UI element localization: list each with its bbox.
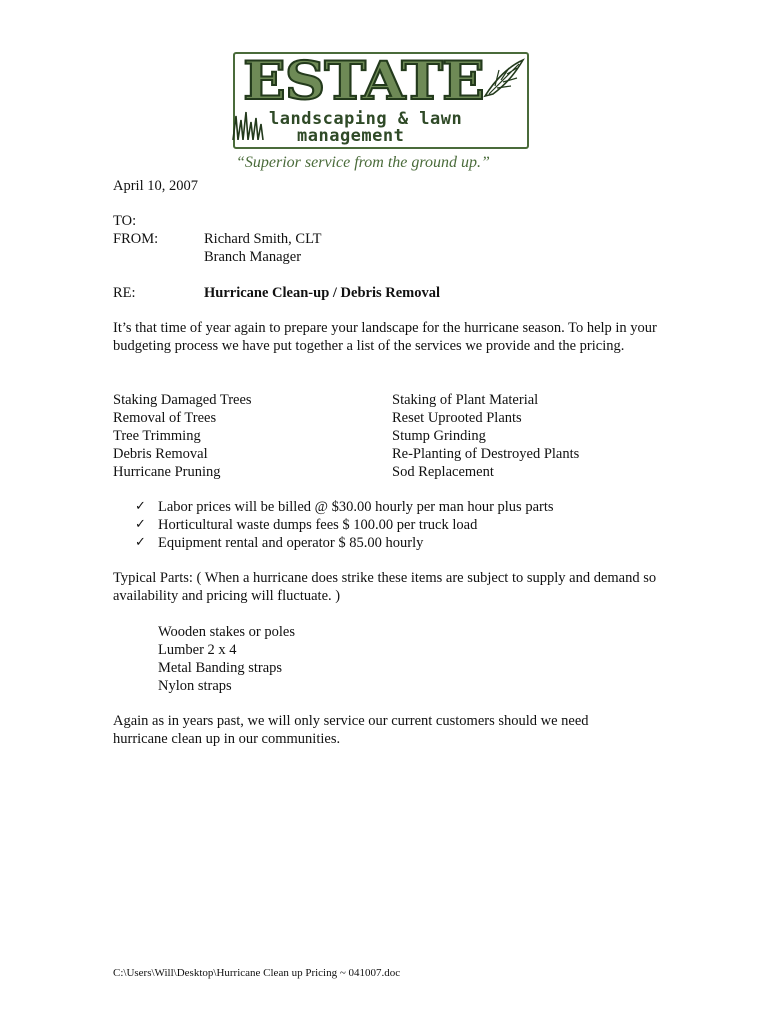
logo-line-1: landscaping & lawn	[269, 109, 463, 129]
checkmark-icon: ✓	[135, 499, 146, 514]
logo-line-2: management	[297, 126, 405, 146]
parts-intro: Typical Parts: ( When a hurricane does strike these items are subject to supply and demand so availability and pricing will fluctuate. )	[113, 570, 657, 604]
service-right-item: Staking of Plant Material	[392, 392, 539, 408]
letter-date: April 10, 2007	[113, 178, 198, 194]
service-right-item: Stump Grinding	[392, 428, 486, 444]
part-item: Lumber 2 x 4	[158, 642, 237, 658]
file-path-footer: C:\Users\Will\Desktop\Hurricane Clean up Pricing ~ 041007.doc	[113, 967, 401, 979]
logo-tagline: “Superior service from the ground up.”	[236, 154, 490, 171]
service-right-item: Sod Replacement	[392, 464, 494, 480]
company-logo	[233, 52, 533, 174]
logo-wordmark: ESTATE	[243, 51, 484, 112]
pricing-item: Labor prices will be billed @ $30.00 hourly per man hour plus parts	[158, 499, 554, 515]
service-right-item: Re-Planting of Destroyed Plants	[392, 446, 580, 462]
palm-leaf-icon	[481, 56, 527, 102]
part-item: Metal Banding straps	[158, 660, 283, 676]
service-left-item: Hurricane Pruning	[113, 464, 221, 480]
checkmark-icon: ✓	[135, 517, 146, 532]
re-subject: Hurricane Clean-up / Debris Removal	[204, 285, 441, 301]
service-left-item: Staking Damaged Trees	[113, 392, 252, 408]
service-right-item: Reset Uprooted Plants	[392, 410, 522, 426]
grass-icon	[231, 110, 265, 140]
re-label: RE:	[113, 285, 136, 301]
part-item: Nylon straps	[158, 678, 232, 694]
pricing-item: Horticultural waste dumps fees $ 100.00 per truck load	[158, 517, 478, 533]
from-label: FROM:	[113, 231, 159, 247]
service-left-item: Tree Trimming	[113, 428, 201, 444]
from-name: Richard Smith, CLT	[204, 231, 322, 247]
pricing-item: Equipment rental and operator $ 85.00 hourly	[158, 535, 424, 551]
intro-paragraph: It’s that time of year again to prepare your landscape for the hurricane season. To help in your budgeting process we have put together a list of the services we provide and the pricing.	[113, 320, 657, 354]
part-item: Wooden stakes or poles	[158, 624, 295, 640]
to-label: TO:	[113, 213, 137, 229]
checkmark-icon: ✓	[135, 535, 146, 550]
service-left-item: Removal of Trees	[113, 410, 217, 426]
from-title: Branch Manager	[204, 249, 302, 265]
closing-paragraph: Again as in years past, we will only service our current customers should we need hurricane clean up in our communities.	[113, 713, 589, 747]
service-left-item: Debris Removal	[113, 446, 208, 462]
